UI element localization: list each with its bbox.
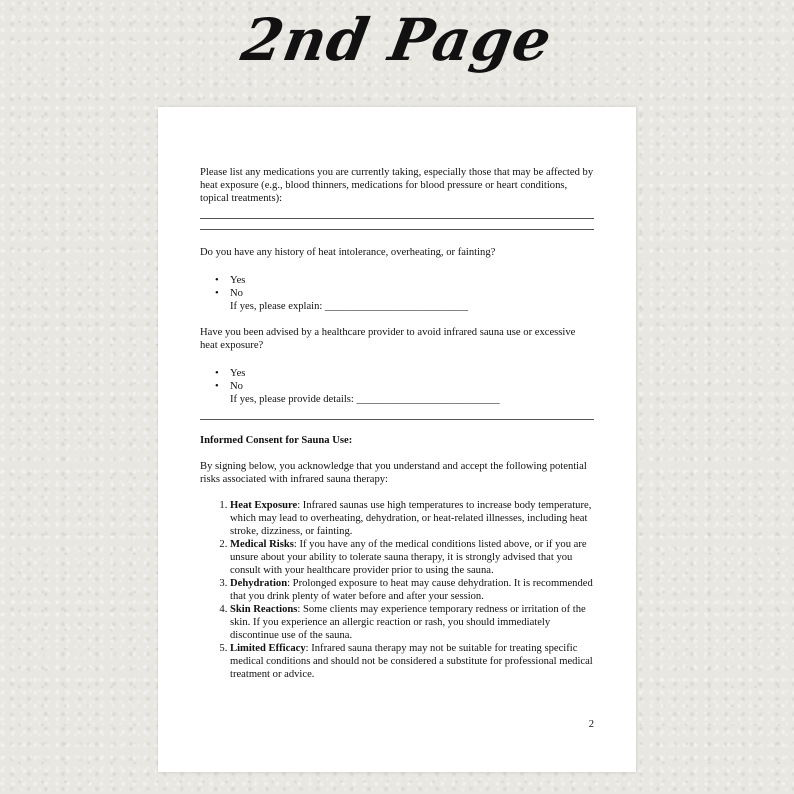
risk-text: : Some clients may experience temporary redness or irritation of the skin. If you experience an allergic reaction or rash, you should immediately discontinue use of the sauna. xyxy=(230,604,586,641)
heat-history-options xyxy=(200,274,594,313)
provider-advice-option-yes[interactable]: • Yes xyxy=(230,367,594,380)
provider-advice-option-no[interactable]: • No xyxy=(230,380,594,393)
provider-advice-question: Have you been advised by a healthcare provider to avoid infrared sauna use or excessive heat exposure? xyxy=(200,327,576,351)
risk-item xyxy=(230,538,594,577)
risk-item xyxy=(230,499,594,538)
risk-term: Dehydration xyxy=(230,578,288,589)
section-divider xyxy=(200,419,594,420)
document-page xyxy=(158,107,636,772)
risk-text: : Prolonged exposure to heat may cause dehydration. It is recommended that you drink plenty of water before and after your session. xyxy=(230,578,593,602)
risk-term: Heat Exposure xyxy=(230,500,298,511)
answer-line-1[interactable] xyxy=(200,218,594,219)
risk-item xyxy=(230,642,594,681)
provider-advice-followup[interactable]: If yes, please provide details: ___________________________ xyxy=(230,394,500,405)
heat-history-option-yes[interactable]: • Yes xyxy=(230,274,594,287)
risk-item xyxy=(230,577,594,603)
page-heading: 2nd Page xyxy=(236,6,558,74)
page-number: 2 xyxy=(588,719,594,730)
heat-history-followup[interactable]: If yes, please explain: ___________________________ xyxy=(230,301,469,312)
risk-list xyxy=(200,499,594,681)
answer-line-2[interactable] xyxy=(200,229,594,230)
provider-advice-options xyxy=(200,367,594,406)
risk-text: : If you have any of the medical conditions listed above, or if you are unsure about your ability to tolerate sauna therapy, it is strongly advised that you consult with your healthcare provider prior to using the sauna. xyxy=(230,539,587,576)
risk-term: Skin Reactions xyxy=(230,604,298,615)
consent-title: Informed Consent for Sauna Use: xyxy=(200,435,353,446)
consent-intro: By signing below, you acknowledge that you understand and accept the following potential risks associated with infrared sauna therapy: xyxy=(200,461,587,485)
risk-item xyxy=(230,603,594,642)
risk-text: : Infrared saunas use high temperatures to increase body temperature, which may lead to overheating, dehydration, or heat-related illnesses, including heat stroke, dizziness, or fainting. xyxy=(230,500,592,537)
heat-history-option-no[interactable]: • No xyxy=(230,287,594,300)
medications-question: Please list any medications you are currently taking, especially those that may be affected by heat exposure (e.g., blood thinners, medications for blood pressure or heart conditions, topical treatments): xyxy=(200,167,594,204)
heat-history-question: Do you have any history of heat intolerance, overheating, or fainting? xyxy=(200,247,496,258)
risk-term: Limited Efficacy xyxy=(230,643,306,654)
risk-term: Medical Risks xyxy=(230,539,294,550)
risk-text: : Infrared sauna therapy may not be suitable for treating specific medical conditions and should not be considered a substitute for professional medical treatment or advice. xyxy=(230,643,593,680)
